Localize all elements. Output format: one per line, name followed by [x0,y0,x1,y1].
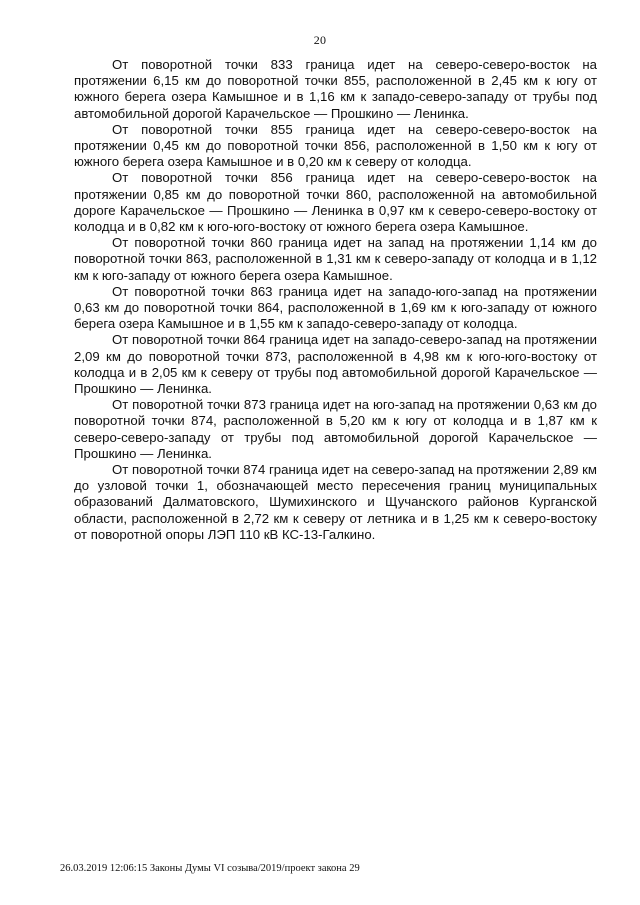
paragraph-point-873: От поворотной точки 873 граница идет на юго-запад на протяжении 0,63 км до поворотной точки 874, расположенной в 5,20 км к югу от колодца и в 1,87 км к северо-северо-западу от трубы под автомобильной дорогой Карачельское — Прошкино — Ленинка. [74,397,597,461]
document-body [74,57,597,543]
paragraph-point-860: От поворотной точки 860 граница идет на запад на протяжении 1,14 км до поворотной точки 863, расположенной в 1,31 км к северо-западу от колодца и в 1,12 км к юго-западу от южного берега озера Камышное. [74,235,597,283]
document-footer: 26.03.2019 12:06:15 Законы Думы VI созыва/2019/проект закона 29 [60,863,360,874]
paragraph-point-864: От поворотной точки 864 граница идет на западо-северо-запад на протяжении 2,09 км до поворотной точки 873, расположенной в 4,98 км к юго-юго-востоку от колодца и в 2,05 км к северу от трубы под автомобильной дорогой Карачельское — Прошкино — Ленинка. [74,332,597,397]
paragraph-point-863: От поворотной точки 863 граница идет на западо-юго-запад на протяжении 0,63 км до поворотной точки 864, расположенной в 1,69 км к юго-западу от южного берега озера Камышное и в 1,55 км к западо-северо-западу от колодца. [74,283,597,332]
paragraph-point-855: От поворотной точки 855 граница идет на северо-северо-восток на протяжении 0,45 км до поворотной точки 856, расположенной в 1,50 км к югу от южного берега озера Камышное и в 0,20 км к северу от колодца. [74,121,597,170]
paragraph-point-856: От поворотной точки 856 граница идет на северо-северо-восток на протяжении 0,85 км до поворотной точки 860, расположенной на автомобильной дороге Карачельское — Прошкино — Ленинка в 0,97 км к северо-северо-востоку от колодца и в 0,82 км к юго-юго-востоку от южного берега озера Камышное. [74,170,597,235]
paragraph-point-874: От поворотной точки 874 граница идет на северо-запад на протяжении 2,89 км до узловой точки 1, обозначающей место пересечения границ муниципальных образований Далматовского, Шумихинского и Щучанского районов Курганской области, расположенной в 2,72 км к северу от летника и в 1,25 км к северо-востоку от поворотной опоры ЛЭП 110 кВ КС-13-Галкино. [74,462,597,542]
page-number: 20 [313,33,327,47]
paragraph-point-833: От поворотной точки 833 граница идет на северо-северо-восток на протяжении 6,15 км до поворотной точки 855, расположенной в 2,45 км к югу от южного берега озера Камышное и в 1,16 км к западо-северо-западу от трубы под автомобильной дорогой Карачельское — Прошкино — Ленинка. [74,57,597,121]
